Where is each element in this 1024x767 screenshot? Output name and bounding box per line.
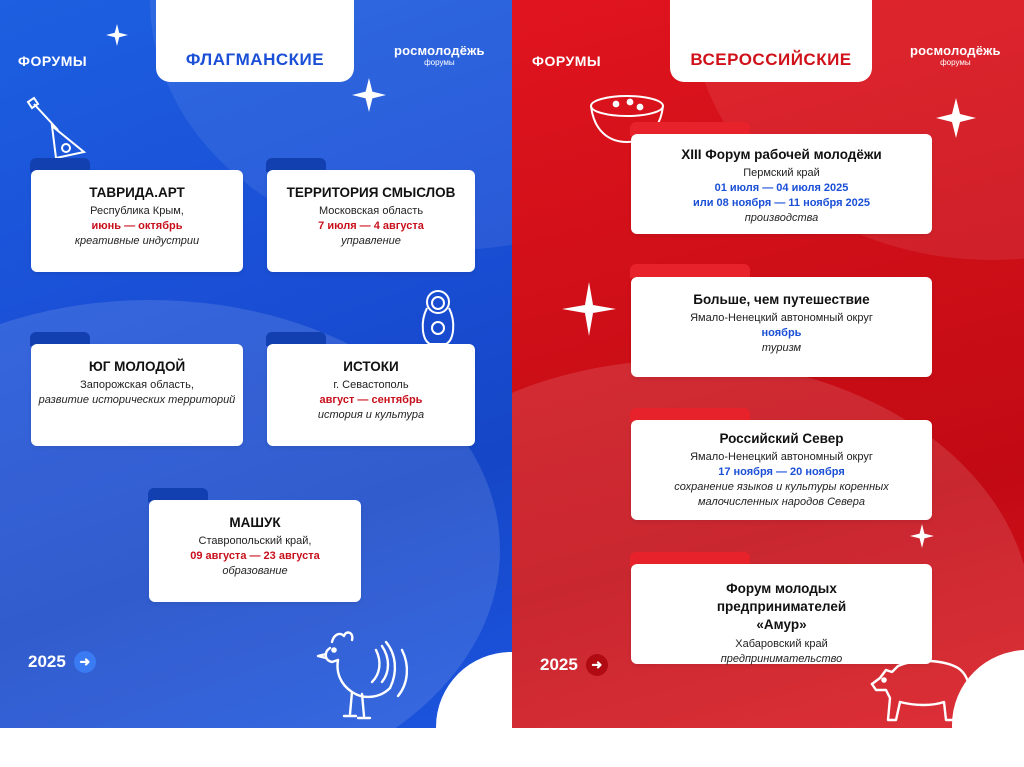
sparkle-icon xyxy=(936,98,976,138)
brand-sub: форумы xyxy=(424,58,455,67)
year-nav[interactable] xyxy=(540,654,608,676)
forum-region: Хабаровский край xyxy=(735,637,828,650)
forum-card-yug-molodoy[interactable] xyxy=(31,344,243,446)
forum-region: Ямало-Ненецкий автономный округ xyxy=(690,451,873,464)
forum-subject: история и культура xyxy=(317,408,425,421)
sparkle-icon xyxy=(352,78,386,112)
forum-subject: производства xyxy=(744,211,819,224)
forum-dates: 7 июля — 4 августа xyxy=(318,220,424,233)
category-label: ФОРУМЫ xyxy=(532,53,602,69)
category-label: ФОРУМЫ xyxy=(18,53,88,69)
forum-card-more-than-travel[interactable] xyxy=(631,277,932,377)
brand-logo xyxy=(910,44,1001,67)
forum-subject: образование xyxy=(222,564,288,577)
forum-subject: сохранение языков и культуры коренных малочисленных народов Севера xyxy=(674,480,889,508)
forum-subject: развитие исторических территорий xyxy=(38,394,236,407)
forum-title: ИСТОКИ xyxy=(343,359,399,374)
forum-dates: ноябрь xyxy=(761,327,802,340)
matryoshka-icon xyxy=(416,288,460,346)
forum-title: Форум молодых предпринимателей «Амур» xyxy=(716,581,847,633)
forum-dates: 01 июля — 04 июля 2025 xyxy=(714,182,849,195)
forum-title: Больше, чем путешествие xyxy=(693,292,870,307)
forum-title: МАШУК xyxy=(229,515,281,530)
brand-logo xyxy=(394,44,485,67)
panel-title: ВСЕРОССИЙСКИЕ xyxy=(690,50,852,69)
forum-card-territoriya-smyslov[interactable] xyxy=(267,170,475,272)
arrow-right-icon[interactable]: ➜ xyxy=(586,654,608,676)
forum-card-mashuk[interactable] xyxy=(149,500,361,602)
forum-dates: 17 ноября — 20 ноября xyxy=(718,466,845,479)
year-nav[interactable] xyxy=(28,651,96,673)
forum-region: г. Севастополь xyxy=(333,379,409,392)
forum-subject: креативные индустрии xyxy=(74,234,200,247)
brand-sub: форумы xyxy=(940,58,971,67)
panel-title-tab xyxy=(156,0,354,82)
forum-title: Российский Север xyxy=(719,431,844,446)
forum-region: Запорожская область, xyxy=(80,379,194,392)
panel-title-tab xyxy=(670,0,872,82)
forum-region: Ставропольский край, xyxy=(198,535,312,548)
forum-title: XIII Форум рабочей молодёжи xyxy=(681,147,882,162)
forum-dates: август — сентябрь xyxy=(319,394,423,407)
forum-dates: 09 августа — 23 августа xyxy=(190,550,320,563)
brand-name: росмолодёжь xyxy=(394,43,485,58)
forum-card-working-youth[interactable] xyxy=(631,134,932,234)
brand-name: росмолодёжь xyxy=(910,43,1001,58)
rooster-icon xyxy=(310,628,416,722)
all-russian-forums-panel xyxy=(512,0,1024,728)
forum-card-russian-north[interactable] xyxy=(631,420,932,520)
bear-icon xyxy=(866,650,978,724)
forum-region: Пермский край xyxy=(743,167,820,180)
forum-subject: управление xyxy=(341,234,401,247)
forum-subject: туризм xyxy=(761,341,802,354)
flagship-forums-panel xyxy=(0,0,512,728)
card-tab-strip xyxy=(630,264,750,278)
forum-dates: июнь — октябрь xyxy=(91,220,183,233)
forum-card-tavrida[interactable] xyxy=(31,170,243,272)
forum-card-istoki[interactable] xyxy=(267,344,475,446)
sparkle-icon xyxy=(562,282,616,336)
forum-subject: предпринимательство xyxy=(720,652,843,665)
sparkle-icon xyxy=(106,24,128,46)
year-label: 2025 xyxy=(540,655,578,674)
year-label: 2025 xyxy=(28,652,66,671)
forum-region: Ямало-Ненецкий автономный округ xyxy=(690,312,873,325)
forum-region: Московская область xyxy=(318,205,424,218)
forum-title: ЮГ МОЛОДОЙ xyxy=(88,359,186,374)
forum-title: ТАВРИДА.АРТ xyxy=(89,185,185,200)
sparkle-icon xyxy=(910,524,934,548)
forum-card-amur[interactable] xyxy=(631,564,932,664)
forum-title: ТЕРРИТОРИЯ СМЫСЛОВ xyxy=(286,185,456,200)
arrow-right-icon[interactable]: ➜ xyxy=(74,651,96,673)
panel-title: ФЛАГМАНСКИЕ xyxy=(185,50,325,69)
forum-region: Республика Крым, xyxy=(90,205,184,218)
balalaika-icon xyxy=(22,96,92,160)
forum-dates-alt: или 08 ноября — 11 ноября 2025 xyxy=(692,196,871,209)
